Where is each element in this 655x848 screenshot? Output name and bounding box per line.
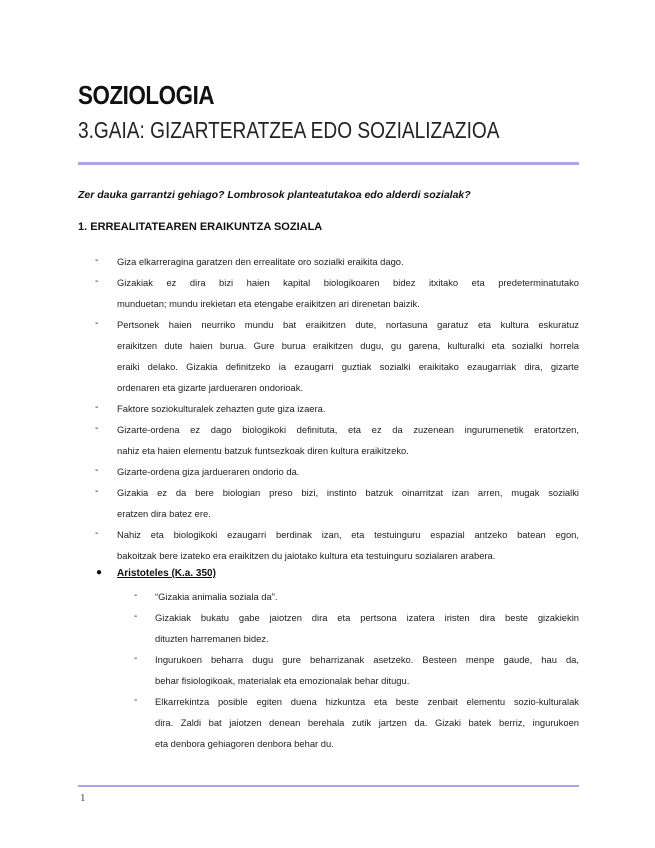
- list-dash: -: [95, 402, 99, 413]
- list-item-line: “Gizakia animalia soziala da”.: [155, 591, 278, 602]
- aristoteles-heading: Aristoteles (K.a. 350): [117, 568, 216, 579]
- section-heading: 1. ERREALITATEAREN ERAIKUNTZA SOZIALA: [78, 221, 323, 233]
- list-item-line: munduetan; mundu irekietan eta etengabe eraikitzen ari direnetan baizik.: [117, 298, 420, 309]
- list-dash: -: [95, 276, 99, 287]
- list-item-line: bakoitzak bere izateko era eraikitzen du jaiotako kultura eta testuinguru sozialaren arabera.: [117, 550, 496, 561]
- list-item-line: eratzen dira batez ere.: [117, 508, 211, 519]
- list-item-line: Gizarte-ordena ez dago biologikoki definituta, eta ez da zuzenean ingurumenetik eratortzen,: [117, 424, 579, 435]
- list-dash: -: [95, 423, 99, 434]
- list-item-line: eraiki delako. Gizakia definitzeko ia ezaugarri guztiak sozialki eraikitako ezaugarriak dira, gizarte: [117, 361, 579, 372]
- list-item-line: Gizakiak bukatu gabe jaiotzen dira eta pertsona izatera iristen dira beste gizakiekin: [155, 612, 579, 623]
- list-item-line: Giza elkarreragina garatzen den errealitate oro sozialki eraikita dago.: [117, 256, 404, 267]
- list-dash: -: [134, 653, 138, 664]
- list-item-line: dira. Zaldi bat jaiotzen denean berehala zutik jartzen da. Gizaki batek berriz, ingurukoen: [155, 717, 579, 728]
- list-dash: -: [95, 528, 99, 539]
- list-item-line: Faktore soziokulturalek zehazten gute giza izaera.: [117, 403, 326, 414]
- list-item-line: Nahiz eta biologikoki ezaugarri berdinak izan, eta testuinguru espazial antzeko batean egon,: [117, 529, 579, 540]
- list-dash: -: [95, 465, 99, 476]
- list-dash: -: [134, 611, 138, 622]
- list-item-line: eraikitzen dute haien burua. Gure burua eraikitzen dugu, gu garena, kulturalki eta sozialki horrela: [117, 340, 579, 351]
- list-item-line: Gizakia ez da bere biologian preso bizi, instinto batzuk oinarritzat izan arren, mugak sozialki: [117, 487, 579, 498]
- document-title: SOZIOLOGIA: [78, 80, 215, 110]
- list-item-line: behar fisiologikoak, materialak eta emozionalak behar ditugu.: [155, 675, 410, 686]
- list-dash: -: [95, 486, 99, 497]
- list-dash: -: [134, 590, 138, 601]
- page-number: 1: [80, 792, 86, 804]
- list-item-line: Ingurukoen beharra dugu gure beharrizanak asetzeko. Besteen menpe gaude, hau da,: [155, 654, 579, 665]
- header-divider: [78, 162, 579, 165]
- list-item-line: Elkarrekintza posible egiten duena hizkuntza eta beste zenbait elementu sozio-kulturalak: [155, 696, 579, 707]
- list-item-line: Gizarte-ordena giza jardueraren ondorio da.: [117, 466, 300, 477]
- list-item-line: dituzten harremanen bidez.: [155, 633, 269, 644]
- document-subtitle: 3.GAIA: GIZARTERATZEA EDO SOZIALIZAZIOA: [78, 117, 500, 143]
- bullet-icon: ●: [96, 567, 103, 578]
- list-item-line: eta denbora gehiagoren denbora behar du.: [155, 738, 334, 749]
- list-item-line: ordenaren eta gizarte jardueraren ondorioak.: [117, 382, 304, 393]
- list-item-line: nahiz eta haien elementu batzuk funtsezkoak diren kultura eraikitzeko.: [117, 445, 409, 456]
- list-dash: -: [95, 318, 99, 329]
- intro-question: Zer dauka garrantzi gehiago? Lombrosok planteatutakoa edo alderdi sozialak?: [78, 189, 471, 201]
- list-dash: -: [95, 255, 99, 266]
- list-dash: -: [134, 695, 138, 706]
- list-item-line: Pertsonek haien neurriko mundu bat eraikitzen dute, nortasuna garatuz eta kultura eskuratuz: [117, 319, 579, 330]
- list-item-line: Gizakiak ez dira bizi haien kapital biologikoaren bidez itxitako eta predeterminatutako: [117, 277, 579, 288]
- footer-divider: [78, 785, 579, 787]
